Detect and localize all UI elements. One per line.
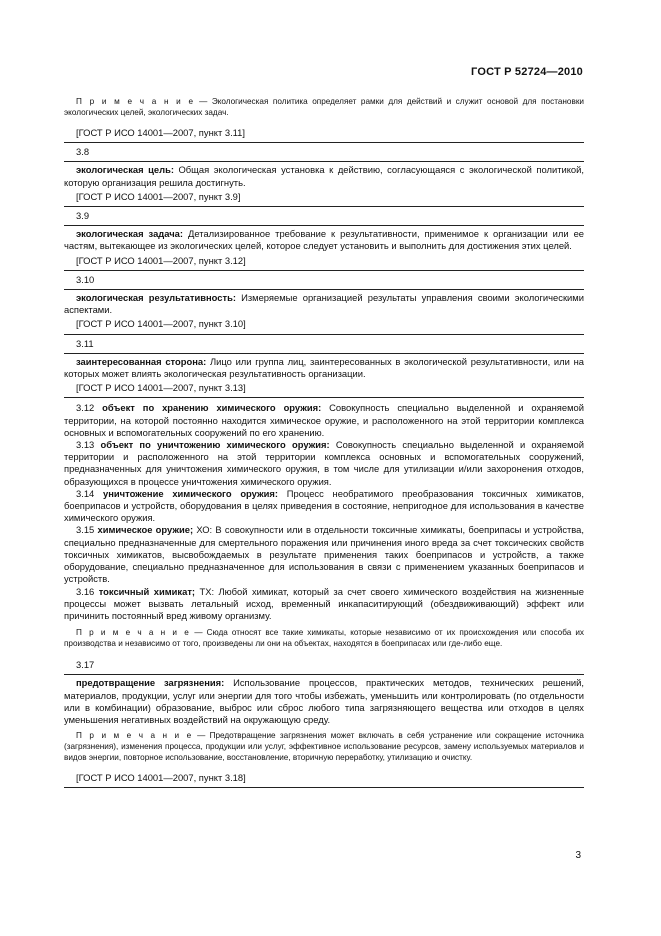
- term: объект по уничтожению химического оружия:: [100, 439, 330, 451]
- paragraph-3-12: [64, 402, 584, 439]
- page-number: 3: [575, 850, 581, 861]
- definition-text: Совокупность специально выделенной и охраняемой территории, на которой постоянно находится химическое оружие, и расположенного на этой территории комплекса основных и вспомогательных сооружений по его хранению.: [64, 402, 584, 438]
- paragraph-number: 3.14: [76, 487, 95, 499]
- definition-text: Измеряемые организацией результаты управления своими экологическими аспектами.: [64, 292, 584, 316]
- source-reference: [ГОСТ Р ИСО 14001—2007, пункт 3.9]: [76, 190, 241, 202]
- term: экологическая результативность:: [76, 292, 236, 304]
- term: уничтожение химического оружия:: [103, 487, 278, 499]
- definition: [64, 292, 584, 316]
- note-label: П р и м е ч а н и е: [76, 731, 193, 741]
- entry-3-11: [64, 353, 584, 399]
- term: токсичный химикат;: [98, 585, 196, 597]
- entry-number: 3.9: [76, 210, 90, 222]
- source-reference: [ГОСТ Р ИСО 14001—2007, пункт 3.18]: [76, 772, 246, 784]
- entry-number: 3.11: [76, 337, 94, 349]
- note-text: — Сюда относят все такие химикаты, которые независимо от их происхождения или способа их производства и независимо от того, произведены ли они на объектах, находятся в боеприпасах или где-либо еще.: [64, 628, 584, 649]
- paragraph-number: 3.15: [76, 524, 95, 536]
- entry-3-10: [64, 289, 584, 335]
- note: [64, 627, 584, 649]
- definition-text: ТХ: Любой химикат, который за счет своего химического воздействия на жизненные процессы может вызвать летальный исход, временный инкапаситирующий (обездвиживающий) эффект или причинить постоянный вред живому организму.: [64, 585, 585, 621]
- paragraph-number: 3.16: [76, 585, 95, 597]
- paragraph-number: 3.12: [76, 402, 95, 414]
- paragraph-3-15: [64, 524, 584, 585]
- term: предотвращение загрязнения:: [76, 677, 225, 689]
- entry-3-7-tail: [64, 94, 584, 143]
- definition-text: Лицо или группа лиц, заинтересованных в экологической результативности, или на которых может влиять экологическая результативность организации.: [64, 355, 584, 380]
- term: объект по хранению химического оружия:: [102, 402, 322, 414]
- paragraph-3-14: [64, 488, 584, 525]
- entry-3-9: [64, 225, 584, 271]
- definition: [64, 228, 584, 252]
- note: [64, 96, 584, 118]
- entry-3-8: [64, 161, 584, 207]
- definition: [64, 677, 584, 726]
- entry-3-17: [64, 674, 584, 788]
- note-label: П р и м е ч а н и е: [76, 628, 191, 638]
- term: заинтересованная сторона:: [76, 355, 207, 367]
- definition-text: Совокупность специально выделенной и охраняемой территории и расположенного на этой территории комплекса основных и вспомогательных сооружений, предназначенных для уничтожения химического оружия, в том числе для утилизации и/или захоронения отходов, образующихся в процессе уничтожения химического оружия.: [64, 439, 584, 487]
- page-content: [64, 94, 584, 788]
- paragraph-number: 3.13: [76, 439, 95, 451]
- definition-text: ХО: В совокупности или в отдельности токсичные химикаты, боеприпасы и устройства, специально предназначенные для смертельного поражения или причинения иного вреда за счет токсических свойств токсичных химикатов, высвобождаемых в результате применения таких боеприпасов и устройств, а также оборудование, специально предназначенное для использования в связи с применением указанных боеприпасов и устройств.: [64, 524, 584, 585]
- note-label: П р и м е ч а н и е: [76, 97, 195, 106]
- entry-number: 3.17: [76, 659, 95, 671]
- term: экологическая цель:: [76, 164, 174, 176]
- source-reference: [ГОСТ Р ИСО 14001—2007, пункт 3.10]: [76, 318, 246, 330]
- definition-text: Использование процессов, практических методов, технических решений, материалов, продукции, услуг или энергии для того чтобы избежать, уменьшить или контролировать (по отдельности или в комбинации) образование, выброс или сброс любого типа загрязняющего вещества или отходов в целях уменьшения негативных воздействий на окружающую среду.: [64, 677, 584, 725]
- source-reference: [ГОСТ Р ИСО 14001—2007, пункт 3.11]: [76, 127, 246, 138]
- paragraph-3-16: [64, 586, 584, 623]
- definition-text: Процесс необратимого преобразования токсичных химикатов, боеприпасов и устройств, оборудования в целях приведения в состояние, непригодное для использования в качестве химического оружия.: [64, 487, 585, 524]
- entry-number: 3.10: [76, 273, 95, 285]
- note-text: — Предотвращение загрязнения может включать в себя устранение или сокращение источника (загрязнения), изменения процесса, продукции или услуг, эффективное использование ресурсов, замену используемых материалов и видов энергии, повторное использование, восстановление, вторичную переработку, утилизацию и очистку.: [64, 731, 584, 763]
- definition: [64, 164, 584, 188]
- note-text: — Экологическая политика определяет рамки для действий и служит основой для постановки экологических целей, экологических задач.: [64, 97, 584, 117]
- definition-text: Общая экологическая установка к действию, согласующаяся с экологической политикой, которую организация решила достигнуть.: [64, 164, 584, 188]
- paragraph-3-13: [64, 439, 584, 488]
- entry-number: 3.8: [76, 146, 90, 158]
- standard-header: ГОСТ Р 52724—2010: [471, 66, 583, 78]
- term: экологическая задача:: [76, 228, 184, 240]
- definition-text: Детализированное требование к результативности, применимое к организации или ее частям, вытекающее из экологических целей, которое следует установить и выполнить для достижения этих целей.: [64, 228, 585, 252]
- definition: [64, 356, 584, 380]
- source-reference: [ГОСТ Р ИСО 14001—2007, пункт 3.12]: [76, 254, 246, 266]
- note: [64, 730, 584, 763]
- source-reference: [ГОСТ Р ИСО 14001—2007, пункт 3.13]: [76, 382, 246, 394]
- term: химическое оружие;: [97, 524, 194, 536]
